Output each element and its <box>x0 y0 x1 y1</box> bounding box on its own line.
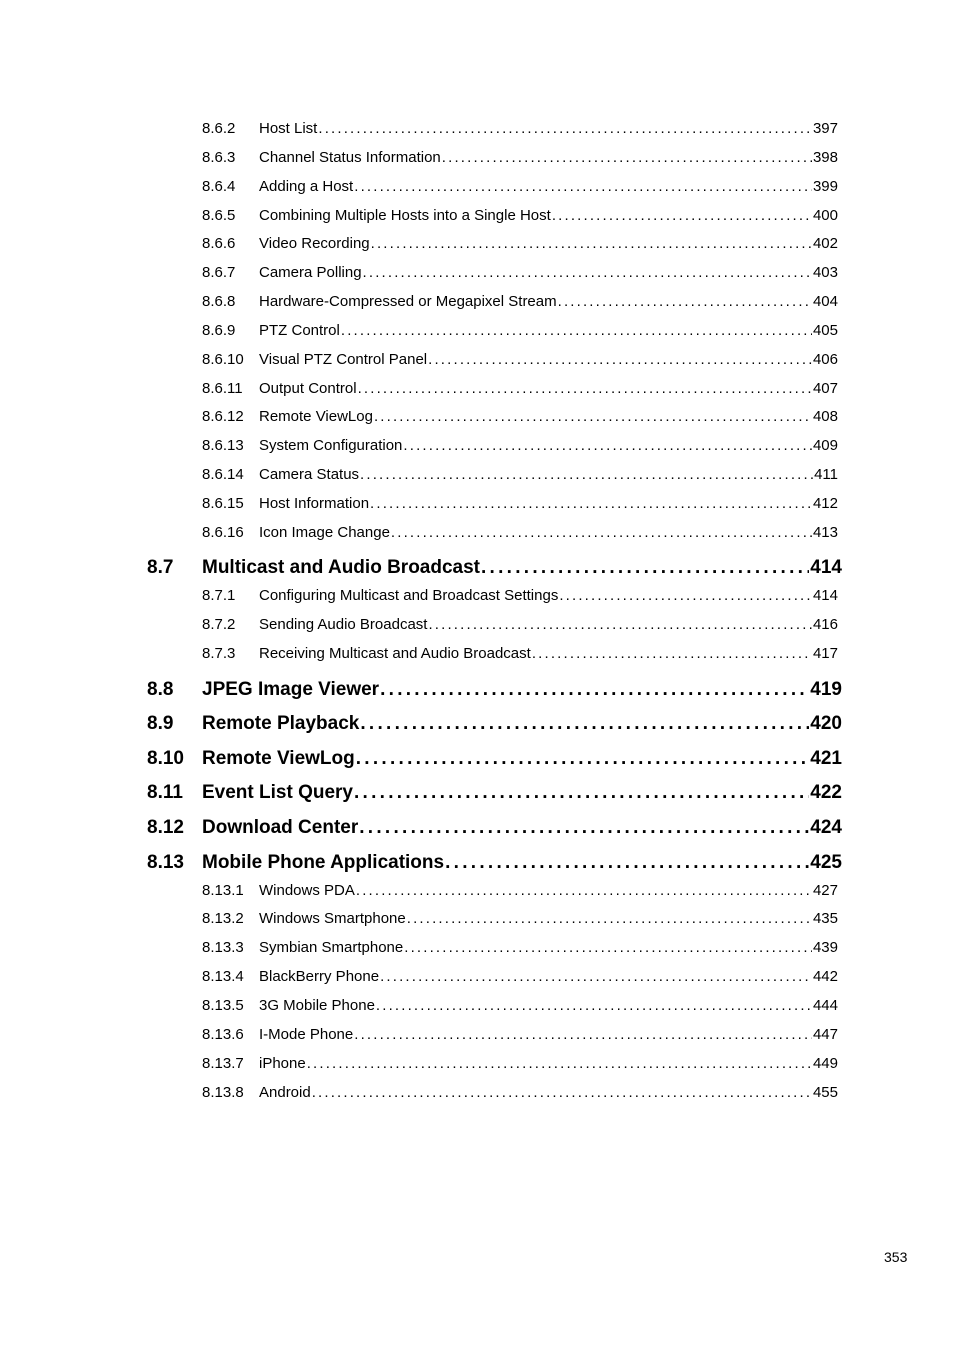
toc-entry-number: 8.13 <box>147 852 184 873</box>
dot-leader <box>559 586 812 606</box>
toc-subsection-entry[interactable] <box>202 148 838 168</box>
dot-leader <box>445 851 809 875</box>
toc-entry-page: 411 <box>814 466 838 483</box>
toc-entry-title: Remote Playback <box>202 713 360 734</box>
toc-entry-number: 8.6.12 <box>202 408 244 425</box>
dot-leader <box>380 678 809 702</box>
toc-entry-title: Icon Image Change <box>259 524 390 541</box>
toc-subsection-entry[interactable] <box>202 206 838 226</box>
toc-entry-page: 416 <box>812 616 838 633</box>
toc-entry-title: I-Mode Phone <box>259 1026 354 1043</box>
toc-entry-number: 8.6.16 <box>202 524 244 541</box>
toc-entry-number: 8.6.13 <box>202 437 244 454</box>
dot-leader <box>312 1083 812 1103</box>
toc-entry-title: Windows Smartphone <box>259 910 406 927</box>
toc-entry-page: 403 <box>812 264 838 281</box>
dot-leader <box>391 523 812 543</box>
toc-entry-title: Windows PDA <box>259 882 355 899</box>
toc-entry-title: Camera Polling <box>259 264 362 281</box>
dot-leader <box>481 556 809 580</box>
toc-entry-number: 8.7 <box>147 557 174 578</box>
toc-entry-title: Multicast and Audio Broadcast <box>202 557 480 578</box>
toc-entry-number: 8.6.6 <box>202 235 236 252</box>
toc-subsection-entry[interactable] <box>202 996 838 1016</box>
toc-entry-page: 422 <box>810 782 842 803</box>
toc-section-entry[interactable] <box>147 816 842 840</box>
toc-subsection-entry[interactable] <box>202 586 838 606</box>
toc-entry-page: 420 <box>810 713 842 734</box>
toc-entry-page: 413 <box>812 524 838 541</box>
toc-entry-number: 8.6.2 <box>202 120 236 137</box>
toc-subsection-entry[interactable] <box>202 465 838 485</box>
dot-leader <box>341 321 812 341</box>
toc-subsection-entry[interactable] <box>202 379 838 399</box>
toc-entry-title: BlackBerry Phone <box>259 968 380 985</box>
toc-subsection-entry[interactable] <box>202 321 838 341</box>
toc-entry-page: 417 <box>812 645 838 662</box>
dot-leader <box>360 712 809 736</box>
toc-entry-page: 402 <box>812 235 838 252</box>
toc-subsection-entry[interactable] <box>202 644 838 664</box>
toc-section-entry[interactable] <box>147 781 842 805</box>
toc-entry-number: 8.13.3 <box>202 939 244 956</box>
toc-entry-title: Event List Query <box>202 782 353 803</box>
dot-leader <box>442 148 812 168</box>
toc-subsection-entry[interactable] <box>202 234 838 254</box>
toc-entry-number: 8.13.2 <box>202 910 244 927</box>
toc-entry-page: 414 <box>810 557 842 578</box>
toc-subsection-entry[interactable] <box>202 119 838 139</box>
toc-entry-title: Remote ViewLog <box>202 748 355 769</box>
toc-entry-number: 8.6.11 <box>202 380 243 397</box>
toc-entry-page: 444 <box>812 997 838 1014</box>
toc-subsection-entry[interactable] <box>202 1083 838 1103</box>
toc-entry-number: 8.13.7 <box>202 1055 244 1072</box>
toc-entry-title: System Configuration <box>259 437 403 454</box>
toc-entry-page: 412 <box>812 495 838 512</box>
toc-entry-page: 424 <box>810 817 842 838</box>
toc-section-entry[interactable] <box>147 851 842 875</box>
dot-leader <box>371 234 812 254</box>
toc-entry-title: Symbian Smartphone <box>259 939 404 956</box>
toc-subsection-entry[interactable] <box>202 263 838 283</box>
dot-leader <box>558 292 812 312</box>
toc-entry-page: 398 <box>812 149 838 166</box>
dot-leader <box>354 781 809 805</box>
toc-entry-title: JPEG Image Viewer <box>202 679 380 700</box>
toc-entry-page: 408 <box>812 408 838 425</box>
dot-leader <box>370 494 812 514</box>
toc-entry-number: 8.11 <box>147 782 183 803</box>
toc-entry-number: 8.7.3 <box>202 645 236 662</box>
toc-entry-title: Receiving Multicast and Audio Broadcast <box>259 645 531 662</box>
toc-section-entry[interactable] <box>147 556 842 580</box>
toc-entry-title: Android <box>259 1084 311 1101</box>
dot-leader <box>428 350 812 370</box>
toc-subsection-entry[interactable] <box>202 494 838 514</box>
dot-leader <box>318 119 812 139</box>
toc-entry-page: 414 <box>812 587 838 604</box>
toc-entry-number: 8.10 <box>147 748 184 769</box>
dot-leader <box>358 379 812 399</box>
toc-entry-page: 439 <box>812 939 838 956</box>
dot-leader <box>359 816 809 840</box>
toc-entry-page: 427 <box>812 882 838 899</box>
toc-entry-page: 425 <box>810 852 842 873</box>
toc-subsection-entry[interactable] <box>202 1054 838 1074</box>
toc-subsection-entry[interactable] <box>202 292 838 312</box>
dot-leader <box>354 1025 812 1045</box>
toc-entry-title: PTZ Control <box>259 322 340 339</box>
dot-leader <box>363 263 812 283</box>
toc-entry-number: 8.6.15 <box>202 495 244 512</box>
dot-leader <box>354 177 812 197</box>
toc-entry-title: Sending Audio Broadcast <box>259 616 428 633</box>
dot-leader <box>376 996 812 1016</box>
toc-entry-number: 8.7.1 <box>202 587 236 604</box>
toc-entry-title: iPhone <box>259 1055 306 1072</box>
toc-entry-number: 8.13.8 <box>202 1084 244 1101</box>
toc-subsection-entry[interactable] <box>202 881 838 901</box>
toc-entry-title: Hardware-Compressed or Megapixel Stream <box>259 293 557 310</box>
toc-entry-title: Combining Multiple Hosts into a Single Host <box>259 207 551 224</box>
toc-entry-title: Configuring Multicast and Broadcast Settings <box>259 587 559 604</box>
toc-entry-number: 8.12 <box>147 817 184 838</box>
toc-entry-number: 8.7.2 <box>202 616 236 633</box>
toc-subsection-entry[interactable] <box>202 909 838 929</box>
toc-entry-number: 8.13.5 <box>202 997 244 1014</box>
toc-entry-page: 447 <box>812 1026 838 1043</box>
toc-entry-page: 421 <box>810 748 842 769</box>
toc-entry-page: 449 <box>812 1055 838 1072</box>
dot-leader <box>407 909 812 929</box>
toc-subsection-entry[interactable] <box>202 615 838 635</box>
toc-entry-page: 400 <box>812 207 838 224</box>
toc-entry-number: 8.13.1 <box>202 882 244 899</box>
toc-entry-page: 399 <box>812 178 838 195</box>
toc-subsection-entry[interactable] <box>202 177 838 197</box>
toc-entry-page: 409 <box>812 437 838 454</box>
toc-subsection-entry[interactable] <box>202 523 838 543</box>
toc-entry-number: 8.6.5 <box>202 207 236 224</box>
toc-entry-title: Channel Status Information <box>259 149 441 166</box>
toc-entry-title: Camera Status <box>259 466 360 483</box>
toc-section-entry[interactable] <box>147 747 842 771</box>
toc-section-entry[interactable] <box>147 712 842 736</box>
toc-entry-number: 8.6.9 <box>202 322 236 339</box>
toc-subsection-entry[interactable] <box>202 938 838 958</box>
toc-entry-title: Adding a Host <box>259 178 354 195</box>
toc-entry-page: 406 <box>812 351 838 368</box>
toc-entry-title: Visual PTZ Control Panel <box>259 351 428 368</box>
toc-entry-number: 8.13.4 <box>202 968 244 985</box>
toc-entry-number: 8.13.6 <box>202 1026 244 1043</box>
toc-entry-page: 404 <box>812 293 838 310</box>
toc-entry-title: Output Control <box>259 380 357 397</box>
dot-leader <box>403 436 812 456</box>
toc-entry-title: 3G Mobile Phone <box>259 997 375 1014</box>
toc-entry-page: 435 <box>812 910 838 927</box>
toc-subsection-entry[interactable] <box>202 350 838 370</box>
toc-entry-title: Host Information <box>259 495 370 512</box>
dot-leader <box>360 465 813 485</box>
toc-entry-number: 8.8 <box>147 679 174 700</box>
toc-entry-title: Download Center <box>202 817 359 838</box>
dot-leader <box>307 1054 812 1074</box>
toc-entry-title: Mobile Phone Applications <box>202 852 445 873</box>
dot-leader <box>356 881 812 901</box>
toc-section-entry[interactable] <box>147 678 842 702</box>
dot-leader <box>552 206 812 226</box>
toc-entry-number: 8.6.4 <box>202 178 236 195</box>
toc-entry-page: 455 <box>812 1084 838 1101</box>
toc-entry-number: 8.6.7 <box>202 264 236 281</box>
toc-entry-title: Host List <box>259 120 318 137</box>
toc-subsection-entry[interactable] <box>202 407 838 427</box>
toc-subsection-entry[interactable] <box>202 967 838 987</box>
dot-leader <box>356 747 810 771</box>
toc-entry-page: 442 <box>812 968 838 985</box>
dot-leader <box>380 967 812 987</box>
toc-entry-page: 397 <box>812 120 838 137</box>
dot-leader <box>532 644 812 664</box>
toc-entry-page: 419 <box>810 679 842 700</box>
toc-subsection-entry[interactable] <box>202 436 838 456</box>
toc-entry-number: 8.6.3 <box>202 149 236 166</box>
dot-leader <box>374 407 812 427</box>
page-number: 353 <box>884 1249 908 1265</box>
toc-entry-number: 8.6.14 <box>202 466 244 483</box>
toc-entry-number: 8.9 <box>147 713 174 734</box>
toc-entry-number: 8.6.8 <box>202 293 236 310</box>
toc-entry-page: 407 <box>812 380 838 397</box>
dot-leader <box>404 938 812 958</box>
toc-entry-title: Video Recording <box>259 235 370 252</box>
dot-leader <box>428 615 812 635</box>
toc-entry-page: 405 <box>812 322 838 339</box>
toc-subsection-entry[interactable] <box>202 1025 838 1045</box>
toc-entry-title: Remote ViewLog <box>259 408 373 425</box>
toc-entry-number: 8.6.10 <box>202 351 244 368</box>
